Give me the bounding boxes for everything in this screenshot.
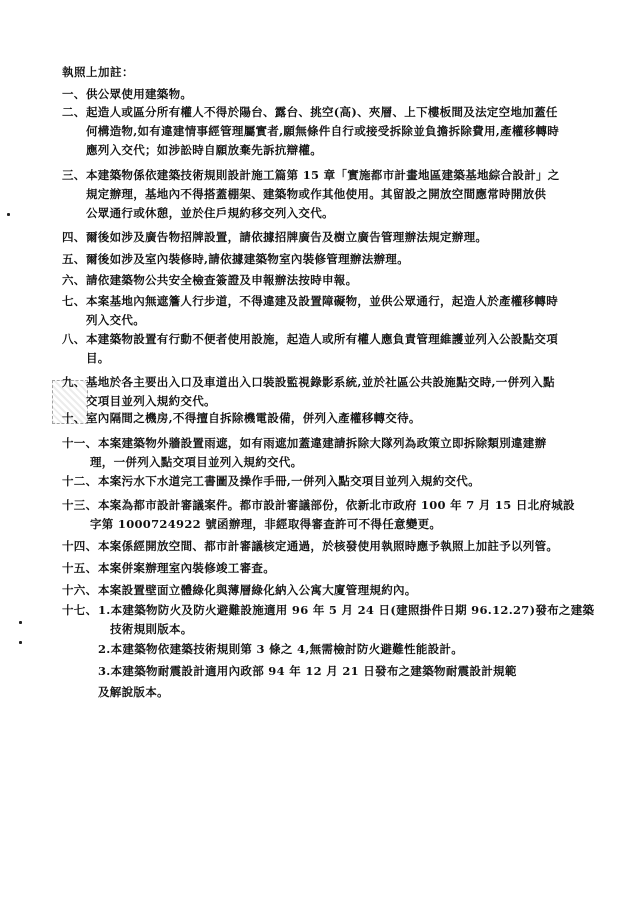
item-text-line: 交項目並列入規約交代。 bbox=[86, 394, 216, 408]
item-number: 八、 bbox=[62, 332, 86, 346]
item-text-line: 室內隔間之機房,不得擅自拆除機電設備，併列入產權移轉交待。 bbox=[86, 411, 421, 425]
item-text-line: 字第 1000724922 號函辦理，非經取得審查許可不得任意變更。 bbox=[90, 517, 442, 531]
item-text-line: 本案建築物外牆設置雨遮，如有雨遮加蓋違建請拆除大隊列為政策立即拆除類別違建辦 bbox=[98, 436, 547, 450]
item-text-line: 請依建築物公共安全檢查簽證及申報辦法按時申報。 bbox=[86, 273, 358, 287]
item-number: 十六、 bbox=[62, 583, 98, 597]
item-text-line: 理，一併列入點交項目並列入規約交代。 bbox=[90, 455, 303, 469]
item-text-line: 2.本建築物依建築技術規則第 3 條之 4,無需檢討防火避難性能設計。 bbox=[98, 642, 464, 656]
item-text-line: 本案係經開放空間、都市計審議核定通過，於核發使用執照時應予執照上加註予以列管。 bbox=[98, 539, 559, 553]
item-text-line: 列入交代。 bbox=[86, 313, 145, 327]
item-text-line: 本案污水下水道完工書圖及操作手冊,一併列入點交項目並列入規約交代。 bbox=[98, 474, 480, 488]
item-text-line: 1.本建築物防火及防火避難設施適用 96 年 5 月 24 日(建照掛件日期 96.12.27)發布之建築 bbox=[98, 603, 595, 617]
item-number: 十四、 bbox=[62, 539, 98, 553]
item-text-line: 本案為都市設計審議案件。都市設計審議部份，依新北市政府 100 年 7 月 15 日北府城設 bbox=[98, 498, 575, 512]
scan-speck bbox=[19, 641, 22, 644]
item-number: 十、 bbox=[62, 411, 86, 425]
item-number: 四、 bbox=[62, 230, 86, 244]
item-number: 十七、 bbox=[62, 603, 98, 617]
item-number: 五、 bbox=[62, 252, 86, 266]
item-text-line: 爾後如涉及室內裝修時,請依據建築物室內裝修管理辦法辦理。 bbox=[86, 252, 409, 266]
item-text-line: 本建築物係依建築技術規則設計施工篇第 15 章「實施都市計畫地區建築基地綜合設計」之 bbox=[86, 168, 560, 182]
item-number: 九、 bbox=[62, 375, 86, 389]
item-text-line: 起造人或區分所有權人不得於陽台、露台、挑空(高)、夾層、上下樓板間及法定空地加蓋任 bbox=[86, 105, 558, 119]
item-number: 一、 bbox=[62, 87, 86, 101]
item-text-line: 規定辦理，基地內不得搭蓋棚架、建築物或作其他使用。其留設之開放空間應常時開放供 bbox=[86, 187, 547, 201]
item-number: 七、 bbox=[62, 294, 86, 308]
item-number: 二、 bbox=[62, 105, 86, 119]
item-text-line: 及解說版本。 bbox=[98, 685, 169, 699]
item-number: 三、 bbox=[62, 168, 86, 182]
item-text-line: 目。 bbox=[86, 351, 110, 365]
item-number: 十一、 bbox=[62, 436, 98, 450]
scan-speck bbox=[7, 213, 10, 216]
scan-speck bbox=[19, 621, 22, 624]
item-text-line: 應列入交代；如涉訟時自願放棄先訴抗辯權。 bbox=[86, 143, 322, 157]
document-heading: 執照上加註： bbox=[62, 65, 134, 79]
item-text-line: 技術規則版本。 bbox=[110, 622, 193, 636]
item-number: 十三、 bbox=[62, 498, 98, 512]
item-text-line: 何構造物,如有違建情事經管理屬實者,願無條件自行或接受拆除並負擔拆除費用,產權移轉時 bbox=[86, 124, 560, 138]
item-text-line: 爾後如涉及廣告物招牌設置，請依據招牌廣告及樹立廣告管理辦法規定辦理。 bbox=[86, 230, 488, 244]
item-text-line: 基地於各主要出入口及車道出入口裝設監視錄影系統,並於社區公共設施點交時,一併列入點 bbox=[86, 375, 555, 389]
item-number: 十二、 bbox=[62, 474, 98, 488]
item-text-line: 本案併案辦理室內裝修竣工審查。 bbox=[98, 561, 275, 575]
item-text-line: 3.本建築物耐震設計適用內政部 94 年 12 月 21 日發布之建築物耐震設計規範 bbox=[98, 664, 517, 678]
item-text-line: 供公眾使用建築物。 bbox=[86, 87, 193, 101]
item-text-line: 本案設置壁面立體綠化與薄層綠化納入公寓大廈管理規約內。 bbox=[98, 583, 417, 597]
item-text-line: 公眾通行或休憩，並於住戶規約移交列入交代。 bbox=[86, 206, 334, 220]
item-text-line: 本案基地內無遮簷人行步道，不得違建及設置障礙物，並供公眾通行，起造人於產權移轉時 bbox=[86, 294, 558, 308]
item-number: 十五、 bbox=[62, 561, 98, 575]
item-text-line: 本建築物設置有行動不便者使用設施，起造人或所有權人應負責管理維護並列入公設點交項 bbox=[86, 332, 558, 346]
item-number: 六、 bbox=[62, 273, 86, 287]
